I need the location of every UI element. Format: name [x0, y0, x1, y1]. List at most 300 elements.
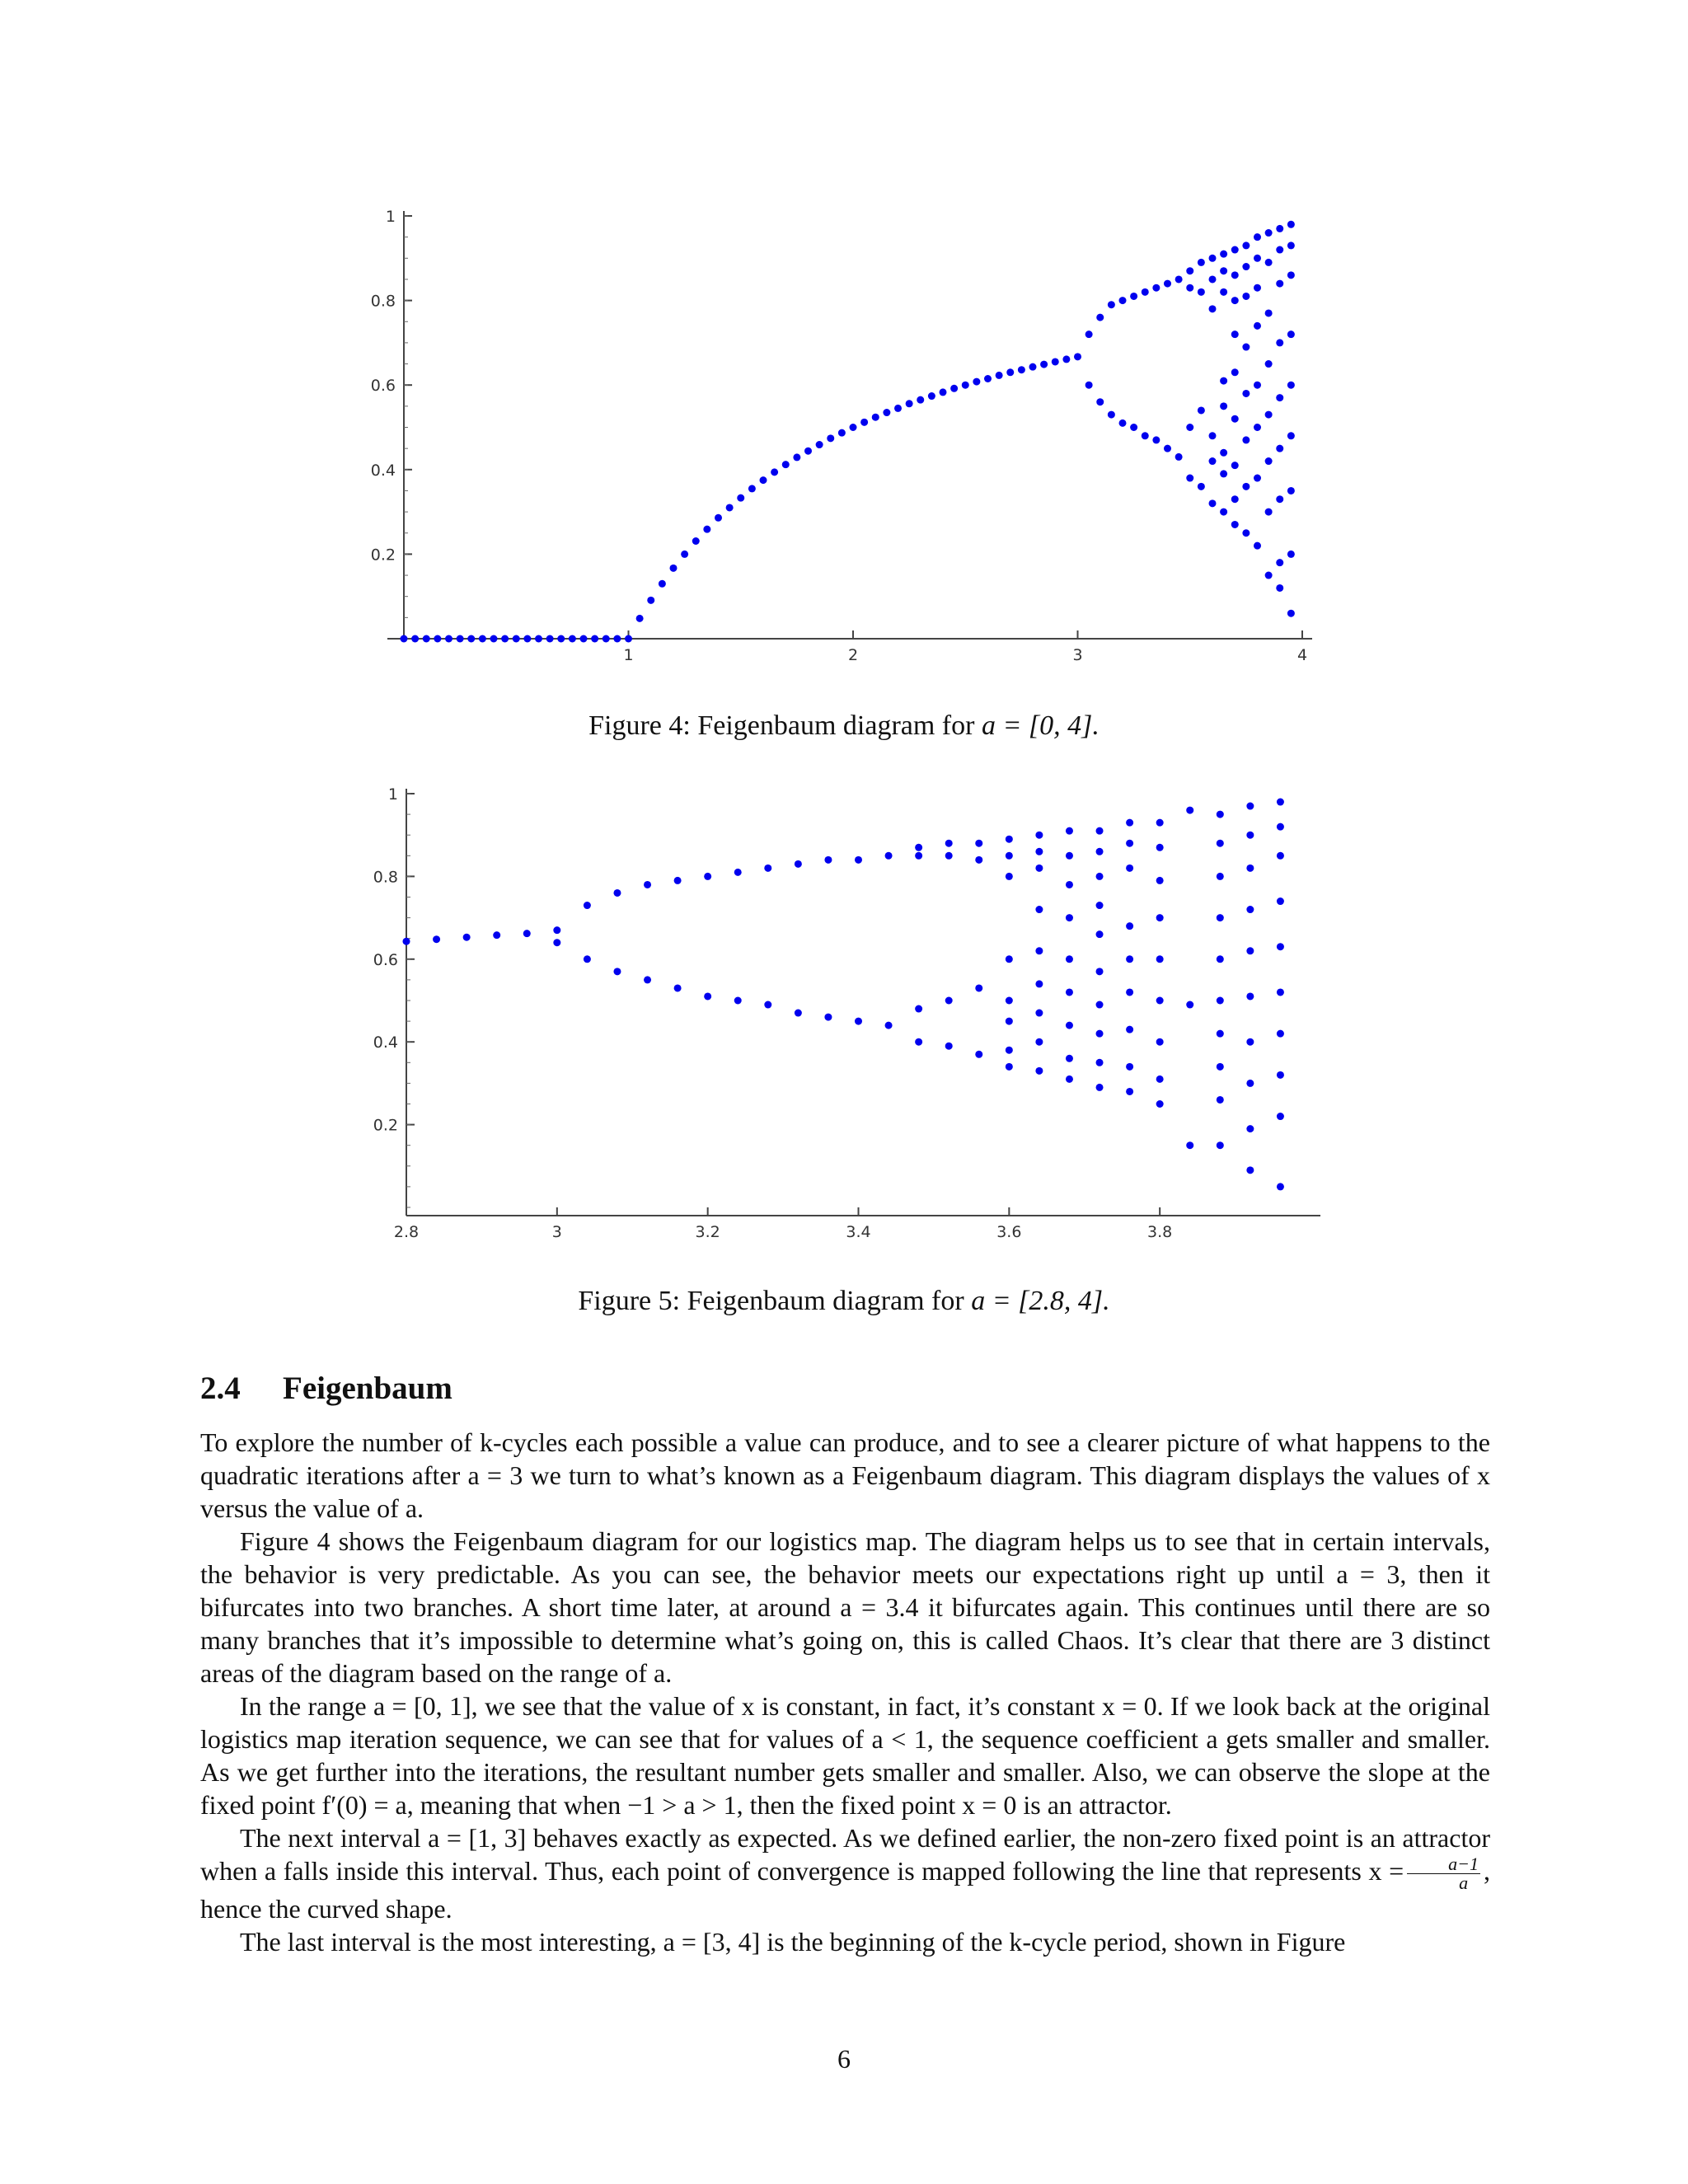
data-point [1287, 610, 1295, 617]
data-point [1276, 445, 1283, 452]
data-point [1231, 415, 1239, 423]
x-tick-label: 2.8 [393, 1223, 420, 1241]
data-point [1231, 368, 1239, 376]
data-point [1276, 280, 1283, 288]
data-point [793, 453, 800, 461]
data-point [872, 414, 879, 421]
data-point [490, 635, 498, 643]
data-point [1156, 877, 1164, 884]
data-point [1276, 495, 1283, 503]
data-point [501, 635, 509, 643]
data-point [1096, 398, 1104, 405]
data-point [1220, 251, 1227, 258]
x-tick-label: 3.2 [695, 1223, 720, 1241]
data-point [1209, 499, 1217, 507]
data-point [940, 388, 947, 396]
data-point [915, 852, 922, 860]
data-point [1220, 288, 1227, 296]
data-point [1096, 930, 1104, 938]
data-point [1074, 353, 1081, 360]
data-point [838, 429, 846, 437]
data-point [962, 382, 969, 389]
data-point [984, 375, 992, 382]
data-point [1126, 1063, 1133, 1071]
data-point [1006, 1047, 1013, 1054]
section-title: Feigenbaum [283, 1371, 452, 1406]
data-point [613, 635, 621, 643]
data-point [1265, 259, 1273, 266]
data-point [1287, 241, 1295, 249]
data-point [1096, 827, 1104, 835]
y-tick-label: 0.8 [373, 868, 398, 887]
data-point [1035, 980, 1043, 987]
data-point [1156, 914, 1164, 921]
data-point [584, 955, 591, 963]
data-point [1246, 992, 1254, 1000]
caption-text: Figure 4: Feigenbaum diagram for [588, 710, 982, 741]
data-point [1156, 955, 1164, 963]
data-point [1246, 1166, 1254, 1174]
paragraph-4-tail: , hence the curved shape. [200, 1856, 1490, 1924]
data-point [1287, 221, 1295, 228]
data-point [1287, 330, 1295, 338]
data-point [1035, 865, 1043, 872]
y-tick-label: 0.4 [370, 461, 396, 480]
data-point [1209, 432, 1217, 439]
data-point [1265, 572, 1273, 579]
data-point [975, 856, 982, 864]
data-point [1066, 881, 1073, 888]
data-point [1287, 382, 1295, 389]
data-point [546, 635, 554, 643]
data-point [1126, 819, 1133, 827]
data-point [1126, 988, 1133, 996]
data-point [1198, 288, 1205, 296]
data-point [1186, 807, 1193, 814]
data-point [726, 504, 734, 511]
data-point [1220, 509, 1227, 516]
data-point [804, 448, 812, 455]
data-point [1186, 1001, 1193, 1009]
data-point [795, 1010, 802, 1017]
data-point [1035, 1067, 1043, 1075]
data-point [1277, 1071, 1284, 1079]
data-point [591, 635, 598, 643]
data-point [894, 405, 902, 412]
data-point [584, 902, 591, 909]
data-point [764, 1001, 771, 1009]
data-point [513, 635, 520, 643]
data-point [569, 635, 576, 643]
data-point [1156, 1076, 1164, 1083]
data-point [1186, 424, 1193, 431]
data-point [1126, 922, 1133, 930]
data-point [1277, 1183, 1284, 1190]
data-point [1231, 462, 1239, 469]
data-point [674, 984, 682, 991]
data-point [1198, 483, 1205, 490]
data-point [1242, 529, 1250, 537]
data-point [1066, 1022, 1073, 1029]
data-point [1265, 509, 1273, 516]
data-point [1209, 305, 1217, 312]
data-point [1152, 436, 1160, 443]
x-tick-label: 3.6 [996, 1223, 1022, 1241]
data-point [1246, 947, 1254, 954]
data-point [1066, 827, 1073, 835]
data-point [493, 931, 500, 939]
y-tick-label: 0.2 [373, 1116, 398, 1135]
data-point [1085, 330, 1093, 338]
data-point [1062, 355, 1070, 363]
data-point [1277, 823, 1284, 831]
data-point [1277, 943, 1284, 950]
data-point [1209, 255, 1217, 262]
paragraph-2: Figure 4 shows the Feigenbaum diagram for our logistics map. The diagram helps us to see that in certain intervals, the behavior is very predictable. As you can see, the behavior meets our expectations right up until a = 3, then it bifurcates into two branches. A short time later, at around a = 3.4 it bifurcates again. This continues until there are so many branches that it’s impossible to determine what’s going on, this is called Chaos. It’s clear that there are 3 distinct areas of the diagram based on the range of a. [200, 1526, 1490, 1688]
fraction [1407, 1855, 1480, 1892]
data-point [764, 865, 771, 872]
data-point [445, 635, 452, 643]
data-point [1126, 1088, 1133, 1095]
data-point [945, 1043, 953, 1050]
data-point [1164, 280, 1171, 288]
data-point [636, 615, 644, 622]
data-point [917, 396, 924, 404]
data-point [945, 997, 953, 1005]
data-point [782, 461, 790, 468]
section-number: 2.4 [200, 1371, 241, 1406]
data-point [885, 852, 893, 860]
data-point [1254, 255, 1261, 262]
data-point [401, 635, 408, 643]
data-point [1242, 390, 1250, 397]
data-point [1066, 852, 1073, 860]
data-point [1254, 322, 1261, 330]
figure-4-plot [0, 190, 1688, 676]
data-point [1142, 288, 1149, 296]
feigenbaum-chart-0-4 [0, 190, 1688, 676]
body-text [200, 1426, 1490, 1958]
data-point [1242, 263, 1250, 270]
data-point [704, 873, 711, 880]
data-point [1035, 832, 1043, 839]
data-point [1029, 363, 1037, 371]
data-point [855, 1018, 862, 1025]
data-point [1209, 457, 1217, 465]
data-point [1254, 284, 1261, 292]
data-point [1156, 819, 1164, 827]
data-point [1276, 394, 1283, 401]
data-point [457, 635, 464, 643]
x-tick-label: 4 [1296, 646, 1308, 664]
data-point [1040, 361, 1048, 368]
data-point [915, 1038, 922, 1046]
data-point [1254, 233, 1261, 241]
data-point [681, 551, 688, 558]
data-point [1276, 559, 1283, 566]
data-point [1276, 584, 1283, 592]
data-point [1246, 1125, 1254, 1132]
data-point [1265, 309, 1273, 316]
data-point [1265, 360, 1273, 368]
data-point [1130, 424, 1137, 431]
data-point [1231, 246, 1239, 254]
paragraph-4 [200, 1821, 1490, 1925]
data-point [1096, 902, 1104, 909]
data-point [1287, 432, 1295, 439]
data-point [860, 419, 868, 426]
data-point [1242, 436, 1250, 443]
data-point [1006, 852, 1013, 860]
data-point [975, 984, 982, 991]
caption-math: a = [0, 4]. [981, 710, 1100, 741]
data-point [1066, 1076, 1073, 1083]
data-point [692, 537, 700, 545]
data-point [1231, 297, 1239, 304]
data-point [1231, 330, 1239, 338]
data-point [928, 392, 935, 400]
data-point [467, 635, 475, 643]
data-point [1231, 271, 1239, 279]
data-point [580, 635, 588, 643]
data-point [1066, 988, 1073, 996]
data-point [1035, 1010, 1043, 1017]
data-point [1152, 284, 1160, 292]
data-point [1265, 457, 1273, 465]
data-point [883, 409, 890, 416]
data-point [1217, 873, 1224, 880]
data-point [1242, 241, 1250, 249]
data-point [1217, 955, 1224, 963]
data-point [1126, 1026, 1133, 1033]
section-heading [200, 1370, 452, 1407]
data-point [1287, 271, 1295, 279]
data-point [1220, 377, 1227, 385]
page-number: 6 [837, 2044, 851, 2074]
data-point [1085, 382, 1093, 389]
data-point [535, 635, 542, 643]
data-point [613, 889, 621, 897]
data-point [1175, 275, 1183, 283]
x-tick-label: 2 [847, 646, 859, 664]
data-point [1276, 339, 1283, 346]
data-point [1217, 811, 1224, 818]
figure-4-caption [0, 710, 1688, 742]
data-point [1254, 475, 1261, 482]
data-point [1254, 382, 1261, 389]
data-point [1006, 836, 1013, 843]
data-point [1035, 906, 1043, 913]
y-tick-label: 1 [385, 208, 396, 226]
data-point [1164, 445, 1171, 452]
data-point [915, 1005, 922, 1013]
data-point [1066, 1055, 1073, 1062]
data-point [1231, 495, 1239, 503]
data-point [1066, 955, 1073, 963]
data-point [1186, 475, 1193, 482]
data-point [855, 856, 862, 864]
paragraph-1: To explore the number of k-cycles each possible a value can produce, and to see a clearer picture of what happens to the quadratic iterations after a = 3 we turn to what’s known as a Feigenbaum diagram. This diagram displays the values of x versus the value of a. [200, 1427, 1490, 1523]
data-point [734, 869, 742, 876]
data-point [734, 997, 742, 1005]
data-point [1006, 873, 1013, 880]
data-point [950, 385, 958, 392]
data-point [1265, 229, 1273, 237]
data-point [1175, 453, 1183, 461]
data-point [1242, 344, 1250, 351]
data-point [1156, 1100, 1164, 1108]
data-point [1096, 873, 1104, 880]
data-point [850, 424, 857, 431]
data-point [715, 514, 722, 522]
paragraph-3: In the range a = [0, 1], we see that the value of x is constant, in fact, it’s constant x = 0. If we look back at the original logistics map iteration sequence, we can see that for values of a < 1, the sequence coefficient a gets smaller and smaller. As we get further into the iterations, the resultant number gets smaller and smaller. Also, we can observe the slope at the fixed point f′(0) = a, meaning that when −1 > a > 1, then the fixed point x = 0 is an attractor. [200, 1691, 1490, 1820]
data-point [1156, 1038, 1164, 1046]
data-point [479, 635, 486, 643]
data-point [1035, 1038, 1043, 1046]
data-point [1277, 1030, 1284, 1038]
data-point [1186, 284, 1193, 292]
y-tick-label: 0.2 [370, 546, 396, 565]
data-point [1096, 314, 1104, 321]
data-point [1220, 470, 1227, 477]
data-point [824, 1014, 832, 1021]
data-point [1220, 267, 1227, 274]
data-point [1217, 840, 1224, 847]
data-point [771, 468, 778, 476]
data-point [737, 494, 744, 502]
x-tick-label: 3 [551, 1223, 562, 1241]
data-point [1265, 411, 1273, 419]
data-point [1096, 1084, 1104, 1091]
data-point [1198, 259, 1205, 266]
paragraph-4-text: The next interval a = [1, 3] behaves exactly as expected. As we defined earlier, the non-zero fixed point is an attractor when a falls inside this interval. Thus, each point of convergence is mapped following the line that represents x = [200, 1823, 1490, 1886]
data-point [1198, 406, 1205, 414]
data-point [1217, 1063, 1224, 1071]
data-point [885, 1022, 893, 1029]
data-point [1246, 832, 1254, 839]
data-point [1156, 997, 1164, 1005]
data-point [1035, 947, 1043, 954]
feigenbaum-chart-2-8-4 [0, 766, 1688, 1253]
data-point [553, 939, 560, 946]
data-point [816, 441, 823, 448]
data-point [434, 635, 441, 643]
data-point [433, 935, 440, 943]
data-point [996, 372, 1003, 379]
caption-math: a = [2.8, 4]. [971, 1286, 1110, 1316]
data-point [975, 840, 982, 847]
data-point [906, 400, 913, 407]
data-point [1142, 432, 1149, 439]
data-point [915, 844, 922, 851]
data-point [704, 992, 711, 1000]
data-point [411, 635, 419, 643]
data-point [1277, 799, 1284, 806]
data-point [557, 635, 565, 643]
data-point [748, 485, 756, 492]
data-point [1246, 906, 1254, 913]
figure-5-caption [0, 1286, 1688, 1317]
data-point [1220, 449, 1227, 457]
data-point [1126, 865, 1133, 872]
y-tick-label: 0.4 [373, 1033, 398, 1052]
data-point [1217, 1141, 1224, 1149]
data-point [1246, 1038, 1254, 1046]
data-point [644, 881, 651, 888]
data-point [1186, 1141, 1193, 1149]
data-point [647, 597, 654, 604]
data-point [1254, 542, 1261, 550]
x-tick-label: 3.8 [1147, 1223, 1173, 1241]
data-point [1052, 358, 1059, 365]
x-tick-label: 3.4 [846, 1223, 871, 1241]
data-point [1096, 1030, 1104, 1038]
data-point [1186, 267, 1193, 274]
data-point [1006, 368, 1014, 376]
data-point [973, 378, 980, 386]
data-point [1246, 865, 1254, 872]
data-point [1242, 293, 1250, 300]
y-tick-label: 0.6 [373, 950, 398, 969]
data-point [795, 860, 802, 868]
data-point [1209, 275, 1217, 283]
data-point [1096, 1059, 1104, 1066]
data-point [1096, 1001, 1104, 1009]
data-point [945, 840, 953, 847]
data-point [1018, 366, 1025, 373]
data-point [1217, 1096, 1224, 1104]
data-point [523, 930, 531, 937]
data-point [659, 580, 666, 588]
data-point [1126, 955, 1133, 963]
data-point [625, 635, 632, 643]
caption-text: Figure 5: Feigenbaum diagram for [578, 1286, 972, 1316]
data-point [674, 877, 682, 884]
data-point [423, 635, 430, 643]
data-point [1254, 424, 1261, 431]
y-tick-label: 0.6 [370, 377, 396, 396]
fraction-numerator: a−1 [1407, 1855, 1480, 1874]
data-point [824, 856, 832, 864]
data-point [1217, 1030, 1224, 1038]
data-point [1096, 968, 1104, 975]
data-point [1246, 803, 1254, 810]
data-point [1246, 1080, 1254, 1087]
data-point [1006, 955, 1013, 963]
data-point [1006, 1063, 1013, 1071]
data-point [1220, 402, 1227, 410]
data-point [403, 938, 410, 945]
data-point [553, 926, 560, 934]
data-point [1108, 411, 1115, 419]
figure-5-plot [0, 766, 1688, 1253]
data-point [1119, 419, 1127, 427]
data-point [1130, 293, 1137, 300]
data-point [1006, 1018, 1013, 1025]
y-tick-label: 1 [387, 785, 398, 804]
data-point [1277, 852, 1284, 860]
data-point [760, 476, 767, 484]
data-point [644, 976, 651, 983]
data-point [1217, 914, 1224, 921]
data-point [1217, 997, 1224, 1005]
data-point [827, 434, 834, 442]
data-point [945, 852, 953, 860]
x-tick-label: 1 [623, 646, 634, 664]
data-point [613, 968, 621, 975]
y-tick-label: 0.8 [370, 292, 396, 311]
data-point [1242, 483, 1250, 490]
